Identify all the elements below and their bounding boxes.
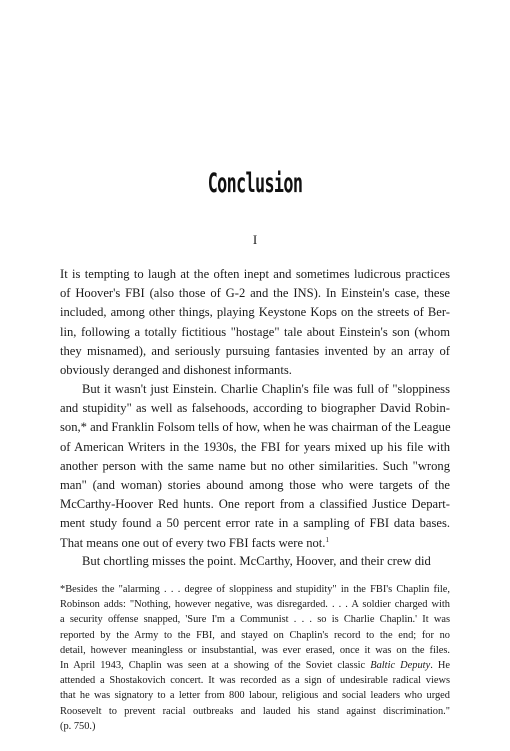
paragraph-3 <box>60 552 450 571</box>
section-numeral: I <box>252 232 258 247</box>
text-line: son,* and Franklin Folsom tells of how, when he was chairman of the League <box>60 420 451 435</box>
chapter-title: Conclusion <box>207 168 303 199</box>
text-line: lin, following a totally fictitious "hostage" tale about Einstein's son (whom <box>60 324 450 339</box>
text-line: of Hoover's FBI (also those of G-2 and the INS). In Einstein's case, these <box>60 286 450 301</box>
text-line: included, among other things, playing Keystone Kops on the streets of Ber- <box>60 305 450 320</box>
footnote-line: Roosevelt to prevent racial outbreaks and lauded his stand against discrimination." <box>60 705 450 717</box>
text-line: ment study found a 50 percent error rate in a sampling of FBI data bases. <box>60 516 450 531</box>
footnote-line: that he was signatory to a letter from 800 labour, religious and social leaders who urged <box>60 690 450 702</box>
footnote-line: reported by the Army to the FBI, and stayed on Chaplin's record to the end; for no <box>60 629 450 641</box>
footnote-line-with-title <box>60 658 450 673</box>
footnote-line: In April 1943, Chaplin was seen at a showing of the Soviet classic <box>60 660 371 672</box>
footnote-line: attended a Shostakovich concert. It was recorded as a sign of undesirable radical views <box>60 675 450 687</box>
text-line: obviously deranged and dishonest informants. <box>60 363 292 378</box>
footnote-line: (p. 750.) <box>60 720 96 732</box>
text-line-with-footnote <box>60 534 450 553</box>
text-line: That means one out of every two FBI facts were not. <box>60 535 326 550</box>
footnote-line: a security offense snapped, 'Sure I'm a Communist . . . so is Charlie Chaplin.' It was <box>60 614 450 626</box>
paragraph-1 <box>60 265 450 380</box>
film-title: Baltic Deputy <box>370 660 431 672</box>
text-line: of American Writers in the 1930s, the FBI for years mixed up his file with <box>60 439 450 454</box>
text-line: But it wasn't just Einstein. Charlie Chaplin's file was full of "sloppiness <box>82 382 450 396</box>
footnote-line: *Besides the "alarming . . . degree of sloppiness and stupidity" in the FBI's Chaplin file, <box>60 584 450 595</box>
text-line: McCarthy-Hoover Red hunts. One report from a classified Justice Depart- <box>60 497 450 512</box>
text-line: another person with the same name but no other similarities. Such "wrong <box>60 458 450 473</box>
footnote-marker: 1 <box>325 535 329 544</box>
paragraph-2 <box>60 380 450 553</box>
text-line: It is tempting to laugh at the often inept and sometimes ludicrous practices <box>60 267 450 281</box>
footnote-line: . He <box>430 660 451 672</box>
text-line: they misnamed), and seriously pursuing fantasies invented by an array of <box>60 343 450 358</box>
text-line: But chortling misses the point. McCarthy, Hoover, and their crew did <box>82 554 431 568</box>
footnote-line: detail, however meaningless or insubstantial, was ever erased, once it was on the files. <box>60 644 450 656</box>
text-line: and stupidity" as well as falsehoods, according to biographer David Robin- <box>60 401 450 416</box>
footnote <box>60 582 450 734</box>
text-line: man" (and woman) stories abound among those who were targets of the <box>60 478 450 493</box>
footnote-line: Robinson adds: "Nothing, however negative, was disregarded. . . . A soldier charged with <box>60 599 450 611</box>
